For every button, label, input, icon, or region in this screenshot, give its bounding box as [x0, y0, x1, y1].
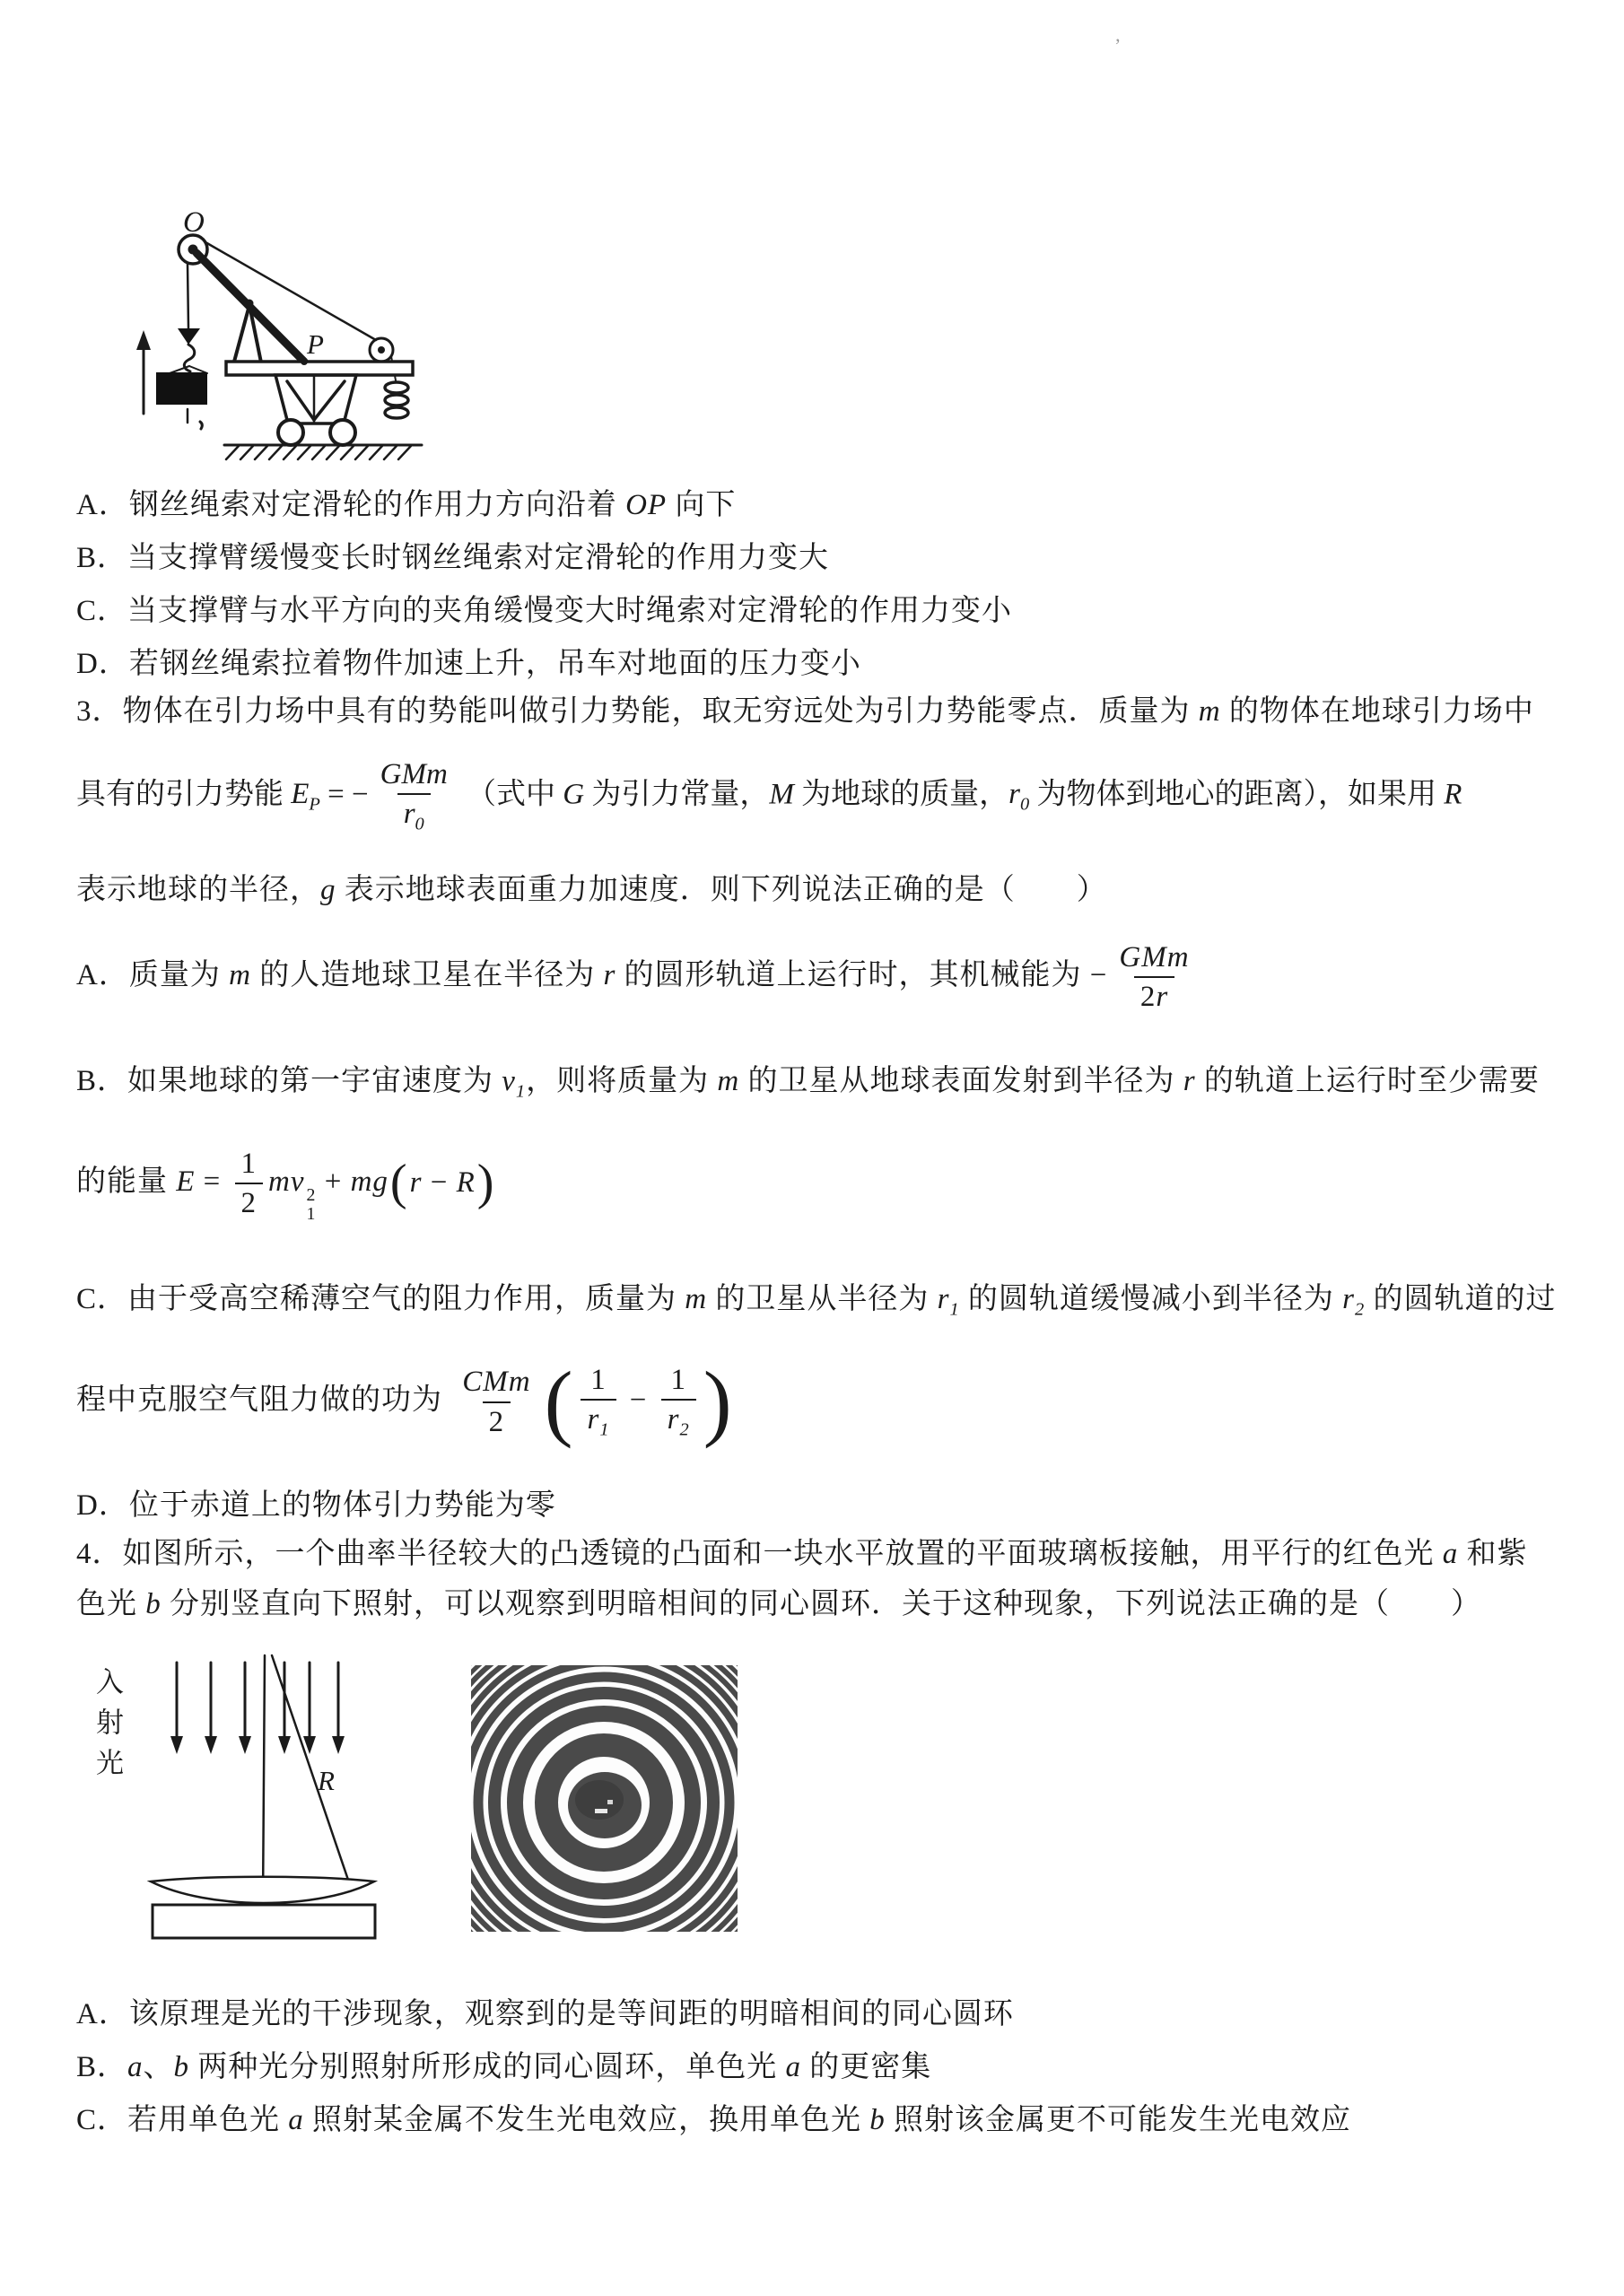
q4-stem-line-1: 4．如图所示，一个曲率半径较大的凸透镜的凸面和一块水平放置的平面玻璃板接触，用平行的红色光 a 和紫: [76, 1538, 1528, 1570]
q2-option-b: B．当支撑臂缓慢变长时钢丝绳索对定滑轮的作用力变大: [76, 542, 830, 574]
stray-scan-mark: ’: [1114, 34, 1122, 57]
rings-center-blob: [568, 1772, 642, 1838]
incident-light-label: 入射光: [92, 1667, 123, 1788]
radius-label: R: [318, 1765, 335, 1796]
crane-load-weight: [156, 372, 207, 405]
crane-coil-weights: [385, 382, 408, 418]
q3-stem-line-3: 表示地球的半径，g 表示地球表面重力加速度．则下列说法正确的是（ ）: [76, 874, 1107, 906]
crane-truck-body: [275, 375, 356, 423]
crane-figure: [83, 108, 423, 467]
newton-rings-figure: [471, 1665, 738, 1932]
convex-lens: [151, 1877, 374, 1903]
q4-option-a: A．该原理是光的干涉现象，观察到的是等间距的明暗相间的同心圆环: [76, 1998, 1014, 2030]
q3-option-c-line-1: C．由于受高空稀薄空气的阻力作用，质量为 m 的卫星从半径为 $r_1$ 的圆轨道缓慢减小到半径为 $r_2$ 的圆轨道的过: [76, 1283, 1557, 1320]
crane-label-o: O: [183, 206, 205, 239]
crane-platform: [226, 362, 413, 375]
q2-option-c: C．当支撑臂与水平方向的夹角缓慢变大时绳索对定滑轮的作用力变小: [76, 595, 1013, 627]
q2-option-d: D．若钢丝绳索拉着物件加速上升，吊车对地面的压力变小: [76, 648, 861, 680]
q3-option-a: A．质量为 m 的人造地球卫星在半径为 r 的圆形轨道上运行时，其机械能为 − $\frac{\text{GMm}}{2r}$: [76, 941, 1190, 1014]
q3-option-b-line-1: B．如果地球的第一宇宙速度为 $v_1$，则将质量为 m 的卫星从地球表面发射到半径为 r 的轨道上运行时至少需要: [76, 1065, 1540, 1102]
lens-figure: [83, 1655, 415, 1969]
q4-stem-line-2: 色光 b 分别竖直向下照射，可以观察到明暗相间的同心圆环．关于这种现象，下列说法正确的是（ ）: [76, 1588, 1481, 1620]
crane-hook: [170, 328, 207, 373]
lens-axis-line: [263, 1655, 265, 1904]
q3-option-d: D．位于赤道上的物体引力势能为零: [76, 1489, 556, 1522]
q3-stem-line-2: 具有的引力势能 $E_P$ = − $\frac{\text{GMm}}{r_0}$ （式中 G 为引力常量，M 为地球的质量，$r_0$ 为物体到地心的距离），如果用 R: [76, 758, 1462, 834]
q3-stem-line-1: 3．物体在引力场中具有的势能叫做引力势能，取无穷远处为引力势能零点．质量为 m 的物体在地球引力场中: [76, 695, 1534, 728]
q4-option-c: C．若用单色光 a 照射某金属不发生光电效应，换用单色光 b 照射该金属更不可能发生光电效应: [76, 2104, 1352, 2136]
incident-light-arrows: [170, 1663, 345, 1754]
crane-label-p: P: [307, 328, 324, 360]
up-arrow-icon: [136, 330, 151, 414]
q3-option-c-line-2: 程中克服空气阻力做的功为 $\frac{\text{CMm}}{2}$ ( $\frac{1}{r_1}$ − $\frac{1}{r_2}$ ): [76, 1354, 733, 1450]
q4-option-b: B．a、b 两种光分别照射所形成的同心圆环，单色光 a 的更密集: [76, 2051, 932, 2083]
q2-option-a: A．钢丝绳索对定滑轮的作用力方向沿着 OP 向下: [76, 489, 737, 521]
q3-option-b-line-2: 的能量 E = $\frac{1}{2}$ mv 2 1 + mg ( r − R ): [76, 1148, 495, 1224]
glass-plate: [153, 1905, 375, 1938]
ground-hatching: [224, 445, 422, 459]
